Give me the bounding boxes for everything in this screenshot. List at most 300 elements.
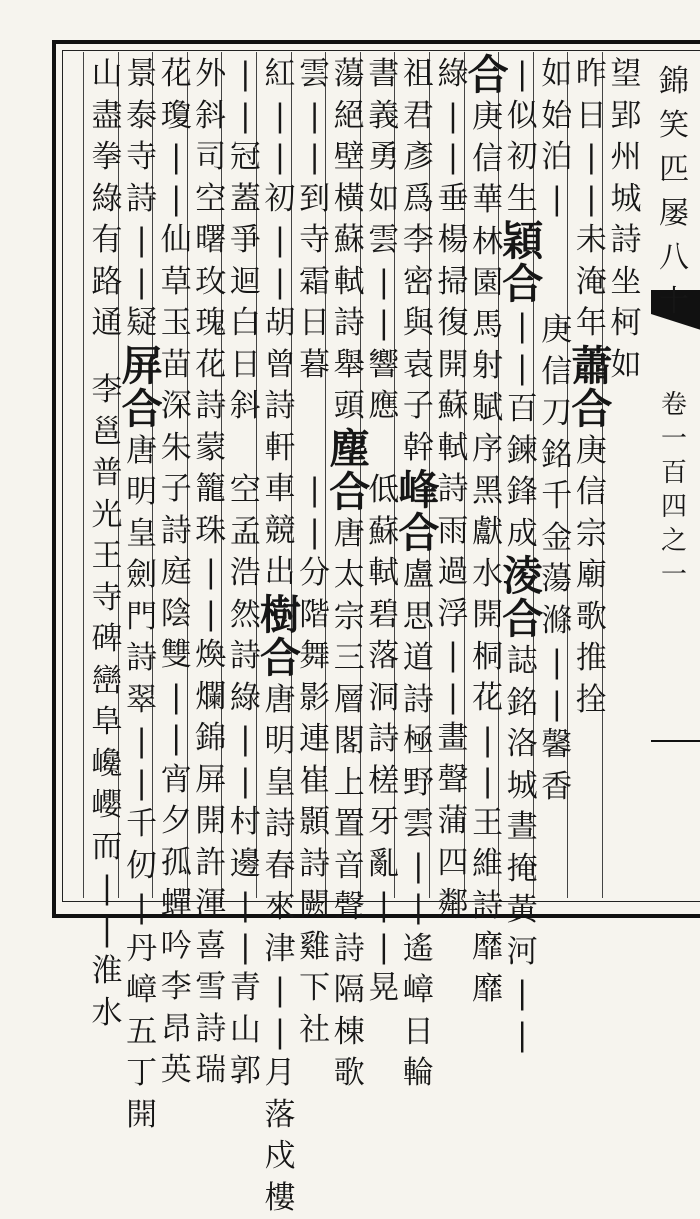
- char: 軾: [364, 553, 404, 595]
- char: 巊: [87, 785, 127, 827]
- char: 晝: [502, 807, 542, 849]
- char: 上: [329, 763, 369, 805]
- char: 翠: [122, 680, 162, 722]
- char: 唐: [260, 680, 300, 722]
- text-segment: [468, 97, 508, 1010]
- char: 明: [122, 472, 162, 514]
- char: 穎: [502, 220, 542, 263]
- char: 到: [295, 179, 335, 221]
- char: |: [156, 677, 196, 719]
- char: 路: [87, 262, 127, 304]
- char: 有: [87, 220, 127, 262]
- char: 津: [260, 929, 300, 971]
- char: 生: [502, 179, 542, 221]
- char: 極: [398, 721, 438, 763]
- char: 馬: [468, 305, 508, 347]
- char: 合: [122, 388, 162, 431]
- text-segment: [260, 54, 300, 594]
- char: 響: [364, 345, 404, 387]
- char: 蕭: [571, 345, 611, 388]
- char: 掃: [433, 262, 473, 304]
- char: 蘇: [329, 220, 369, 262]
- char: |: [122, 220, 162, 262]
- char: 密: [398, 262, 438, 304]
- char: 皇: [122, 514, 162, 556]
- char: 拴: [571, 680, 611, 722]
- volume-char: 四: [661, 490, 687, 524]
- char: 山: [225, 1010, 265, 1052]
- heading-char: 匹: [659, 148, 689, 192]
- text-segment: [571, 431, 611, 722]
- text-segment: [122, 431, 162, 1137]
- char: 合: [502, 598, 542, 641]
- char: 誌: [502, 641, 542, 683]
- char: 園: [468, 263, 508, 305]
- char: 詩: [468, 886, 508, 928]
- char: |: [364, 303, 404, 345]
- char: 盡: [87, 96, 127, 138]
- char: 音: [329, 846, 369, 888]
- char: 合: [468, 54, 508, 97]
- char: 階: [295, 595, 335, 637]
- char: 置: [329, 804, 369, 846]
- char: 城: [606, 179, 646, 221]
- char: 泰: [122, 96, 162, 138]
- char: 花: [191, 345, 231, 387]
- char: 朱: [156, 428, 196, 470]
- char: |: [122, 721, 162, 763]
- char: |: [122, 262, 162, 304]
- char: 錦: [191, 718, 231, 760]
- char: 開: [468, 595, 508, 637]
- char: 淹: [571, 262, 611, 304]
- char: 如: [364, 179, 404, 221]
- char: |: [433, 96, 473, 138]
- char: 盧: [398, 555, 438, 597]
- char: 柯: [606, 303, 646, 345]
- char: 合: [260, 637, 300, 680]
- char: 蟬: [156, 884, 196, 926]
- char: |: [295, 512, 335, 554]
- char: |: [537, 179, 577, 221]
- char: 分: [295, 553, 335, 595]
- text-segment: [329, 514, 369, 1095]
- text-segment: [87, 54, 127, 345]
- char: 千: [122, 804, 162, 846]
- char: 丹: [122, 929, 162, 971]
- rhyme-heading: [468, 54, 508, 97]
- char: 序: [468, 429, 508, 471]
- char: 雲: [398, 804, 438, 846]
- char: 歌: [329, 1053, 369, 1095]
- char: 嶂: [398, 970, 438, 1012]
- char: 空: [191, 179, 231, 221]
- char: 棟: [329, 1012, 369, 1054]
- char: 青: [225, 968, 265, 1010]
- char: 許: [191, 843, 231, 885]
- char: 復: [433, 303, 473, 345]
- char: 浩: [225, 553, 265, 595]
- rhyme-heading: [502, 555, 542, 641]
- char: |: [364, 262, 404, 304]
- char: 車: [260, 469, 300, 511]
- char: 詩: [329, 929, 369, 971]
- text-segment: [329, 54, 369, 428]
- char: |: [468, 761, 508, 803]
- char: 垂: [433, 179, 473, 221]
- char: 暮: [295, 345, 335, 387]
- text-segment: [537, 310, 577, 559]
- char: 桐: [468, 637, 508, 679]
- char: |: [260, 220, 300, 262]
- char: 過: [433, 552, 473, 594]
- char: 五: [122, 1012, 162, 1054]
- char: 太: [329, 555, 369, 597]
- char: 景: [122, 54, 162, 96]
- char: 黃: [502, 890, 542, 932]
- char: |: [468, 720, 508, 762]
- char: 日: [398, 1012, 438, 1054]
- char: |: [156, 137, 196, 179]
- char: 樓: [260, 1178, 300, 1219]
- char: 成: [502, 514, 542, 556]
- char: 鄰: [433, 884, 473, 926]
- text-segment: [364, 470, 404, 1010]
- char: 維: [468, 844, 508, 886]
- char: 落: [364, 636, 404, 678]
- char: 信: [571, 472, 611, 514]
- char: 丁: [122, 1053, 162, 1095]
- char: 淩: [502, 555, 542, 598]
- char: 玫: [191, 262, 231, 304]
- char: 應: [364, 386, 404, 428]
- char: 開: [433, 345, 473, 387]
- column-rule: [83, 52, 84, 898]
- char: 詩: [191, 386, 231, 428]
- char: 槎: [364, 761, 404, 803]
- text-column: [433, 54, 473, 896]
- char: 出: [260, 552, 300, 594]
- char: 金: [537, 518, 577, 560]
- text-column: [468, 54, 508, 896]
- char: 庚: [537, 310, 577, 352]
- char: 鍊: [502, 431, 542, 473]
- char: 外: [191, 54, 231, 96]
- char: |: [502, 1015, 542, 1057]
- char: 馨: [537, 725, 577, 767]
- char: 未: [571, 220, 611, 262]
- char: 寺: [87, 578, 127, 620]
- char: 刀: [537, 393, 577, 435]
- text-segment: [225, 54, 265, 428]
- char: 珠: [191, 511, 231, 553]
- char: 開: [122, 1095, 162, 1137]
- rhyme-heading: [502, 220, 542, 306]
- char: |: [433, 137, 473, 179]
- char: |: [502, 306, 542, 348]
- char: 戍: [260, 1136, 300, 1178]
- char: 花: [156, 54, 196, 96]
- text-column: [502, 54, 542, 896]
- char: 李: [156, 967, 196, 1009]
- heading-char: 屡: [659, 192, 689, 236]
- text-column: [156, 54, 196, 896]
- char: 軾: [329, 262, 369, 304]
- char: 獻: [468, 512, 508, 554]
- char: 日: [225, 345, 265, 387]
- char: 春: [260, 846, 300, 888]
- char: 初: [502, 137, 542, 179]
- rhyme-heading: [260, 594, 300, 680]
- char: 屏: [122, 345, 162, 388]
- char: 籠: [191, 469, 231, 511]
- char: 銘: [537, 435, 577, 477]
- char: 詩: [156, 511, 196, 553]
- text-column: [571, 54, 611, 896]
- char: 靡: [468, 969, 508, 1011]
- char: 靡: [468, 927, 508, 969]
- char: |: [364, 885, 404, 927]
- char: 詩: [260, 804, 300, 846]
- char: 雲: [364, 220, 404, 262]
- char: 峰: [398, 469, 438, 512]
- char: 詩: [295, 844, 335, 886]
- char: 樹: [260, 594, 300, 637]
- char: 子: [398, 386, 438, 428]
- char: 仞: [122, 846, 162, 888]
- char: 渾: [191, 884, 231, 926]
- char: 林: [468, 222, 508, 264]
- char: 楊: [433, 220, 473, 262]
- char: 如: [606, 345, 646, 387]
- char: |: [191, 552, 231, 594]
- char: 顥: [295, 802, 335, 844]
- char: 道: [398, 638, 438, 680]
- char: 水: [468, 554, 508, 596]
- char: 宗: [329, 597, 369, 639]
- char: 而: [87, 827, 127, 869]
- char: 彥: [398, 137, 438, 179]
- char: 玉: [156, 303, 196, 345]
- volume-char: 百: [661, 456, 687, 490]
- char: 層: [329, 680, 369, 722]
- char: 煥: [191, 635, 231, 677]
- char: 落: [260, 1095, 300, 1137]
- char: 子: [156, 469, 196, 511]
- char: 李: [398, 220, 438, 262]
- char: 王: [468, 803, 508, 845]
- char: 連: [295, 719, 335, 761]
- char: 雪: [191, 967, 231, 1009]
- char: 蘇: [433, 386, 473, 428]
- char: |: [225, 96, 265, 138]
- char: 庚: [571, 431, 611, 473]
- char: 蓋: [225, 179, 265, 221]
- char: 低: [364, 470, 404, 512]
- char: |: [87, 868, 127, 910]
- char: 門: [122, 597, 162, 639]
- char: 普: [87, 453, 127, 495]
- char: 巉: [87, 744, 127, 786]
- char: 崔: [295, 761, 335, 803]
- char: 夕: [156, 801, 196, 843]
- char: |: [156, 179, 196, 221]
- margin-heading: [655, 60, 693, 324]
- char: 綠: [87, 179, 127, 221]
- volume-char: 一: [661, 422, 687, 456]
- char: 詩: [260, 386, 300, 428]
- rhyme-heading: [571, 345, 611, 431]
- char: 義: [364, 96, 404, 138]
- char: 華: [468, 180, 508, 222]
- char: 年: [571, 303, 611, 345]
- char: 邕: [87, 412, 127, 454]
- char: 拳: [87, 137, 127, 179]
- char: 紅: [260, 54, 300, 96]
- char: 通: [87, 303, 127, 345]
- char: 銘: [502, 683, 542, 725]
- char: |: [295, 470, 335, 512]
- text-column: [87, 54, 127, 896]
- char: |: [260, 137, 300, 179]
- char: 孟: [225, 512, 265, 554]
- text-segment: [537, 54, 577, 220]
- text-segment: [87, 370, 127, 1034]
- char: 巒: [87, 661, 127, 703]
- char: |: [260, 1012, 300, 1054]
- char: 聲: [329, 887, 369, 929]
- volume-char: 一: [661, 558, 687, 592]
- char: 嶂: [122, 970, 162, 1012]
- char: 郭: [225, 1051, 265, 1093]
- rhyme-heading: [329, 428, 369, 514]
- char: 爲: [398, 179, 438, 221]
- text-segment: [398, 54, 438, 469]
- text-segment: [191, 54, 231, 1092]
- heading-char: 八: [659, 236, 689, 280]
- char: 空: [225, 470, 265, 512]
- char: 聲: [433, 760, 473, 802]
- char: 苗: [156, 345, 196, 387]
- char: 浮: [433, 594, 473, 636]
- char: 綠: [433, 54, 473, 96]
- char: 迴: [225, 262, 265, 304]
- char: 郢: [606, 96, 646, 138]
- char: 花: [468, 678, 508, 720]
- text-column: [329, 54, 369, 896]
- char: 邊: [225, 844, 265, 886]
- char: |: [87, 910, 127, 952]
- char: 蘇: [364, 512, 404, 554]
- char: 舞: [295, 636, 335, 678]
- char: 初: [260, 179, 300, 221]
- char: 寺: [295, 220, 335, 262]
- char: 社: [295, 1010, 335, 1052]
- char: 碑: [87, 619, 127, 661]
- char: |: [295, 96, 335, 138]
- char: 信: [537, 352, 577, 394]
- text-segment: [606, 54, 646, 386]
- char: 黑: [468, 471, 508, 513]
- char: 日: [295, 303, 335, 345]
- char: 亂: [364, 844, 404, 886]
- char: 畫: [433, 718, 473, 760]
- char: 闕: [295, 885, 335, 927]
- char: |: [398, 846, 438, 888]
- char: 詩: [225, 636, 265, 678]
- volume-char: 之: [661, 524, 687, 558]
- text-segment: [571, 54, 611, 345]
- text-column: [191, 54, 231, 896]
- char: 詩: [398, 680, 438, 722]
- char: 皇: [260, 763, 300, 805]
- text-segment: [502, 306, 542, 555]
- text-segment: [122, 54, 162, 345]
- char: |: [433, 635, 473, 677]
- char: 三: [329, 638, 369, 680]
- char: 詩: [191, 1009, 231, 1051]
- char: 來: [260, 887, 300, 929]
- char: 泊: [537, 137, 577, 179]
- char: 吟: [156, 926, 196, 968]
- char: 然: [225, 595, 265, 637]
- heading-char: 十: [659, 280, 689, 324]
- char: 瑞: [191, 1050, 231, 1092]
- char: |: [122, 887, 162, 929]
- char: |: [260, 262, 300, 304]
- char: 合: [571, 388, 611, 431]
- char: 雙: [156, 635, 196, 677]
- char: 勇: [364, 137, 404, 179]
- char: 庚: [468, 97, 508, 139]
- char: |: [502, 348, 542, 390]
- text-segment: [433, 54, 473, 926]
- char: 推: [571, 638, 611, 680]
- char: 阜: [87, 702, 127, 744]
- text-column: [295, 54, 335, 896]
- char: 思: [398, 597, 438, 639]
- char: 滌: [537, 601, 577, 643]
- char: 與: [398, 303, 438, 345]
- char: 蒲: [433, 801, 473, 843]
- text-segment: [398, 555, 438, 1095]
- char: 舉: [329, 345, 369, 387]
- text-column: [537, 54, 577, 896]
- char: 李: [87, 370, 127, 412]
- char: 四: [433, 843, 473, 885]
- char: 山: [87, 54, 127, 96]
- char: 淮: [87, 951, 127, 993]
- volume-label: [655, 388, 693, 592]
- char: 昨: [571, 54, 611, 96]
- text-segment: [364, 54, 404, 428]
- char: 屏: [191, 760, 231, 802]
- char: 影: [295, 678, 335, 720]
- char: 洛: [502, 724, 542, 766]
- char: 射: [468, 346, 508, 388]
- char: 塵: [329, 428, 369, 471]
- text-segment: [502, 641, 542, 1056]
- char: 百: [502, 389, 542, 431]
- char: 坐: [606, 262, 646, 304]
- char: 洞: [364, 678, 404, 720]
- char: 斜: [191, 96, 231, 138]
- char: 合: [329, 471, 369, 514]
- char: 昂: [156, 1009, 196, 1051]
- char: 蕩: [537, 559, 577, 601]
- char: 胡: [260, 303, 300, 345]
- char: |: [502, 973, 542, 1015]
